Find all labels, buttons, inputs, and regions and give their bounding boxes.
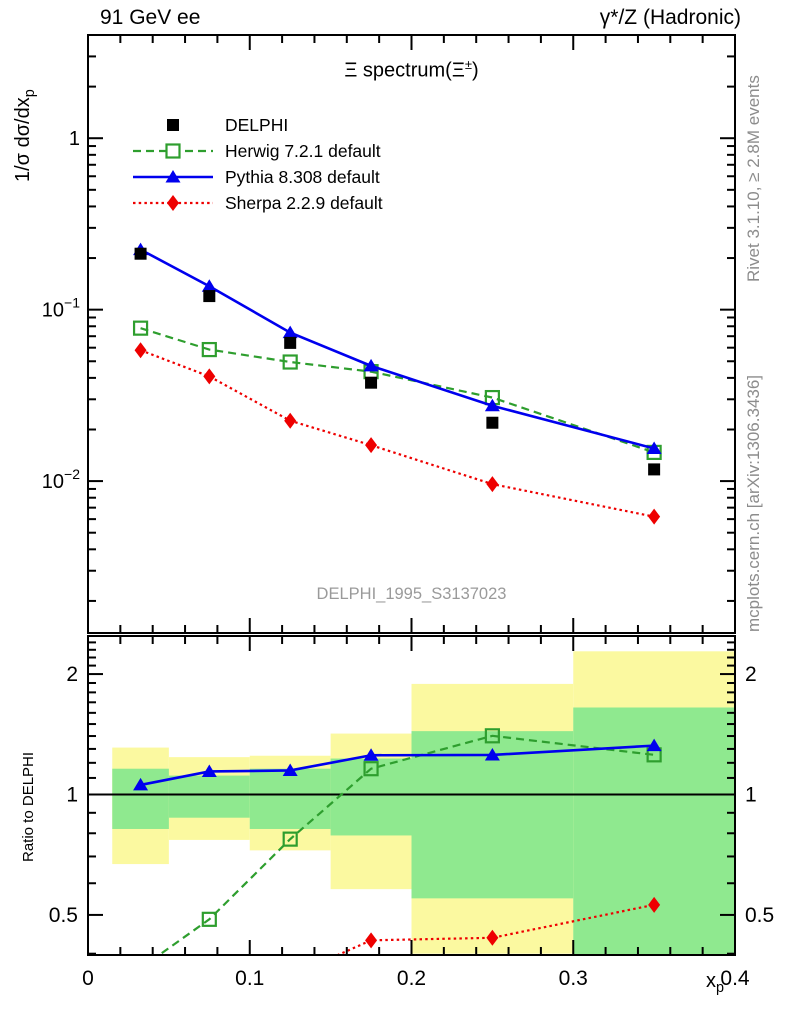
x-axis-label [706, 970, 724, 996]
pythia-main [133, 243, 662, 454]
ratio-tick-label-right: 0.5 [745, 903, 775, 927]
ratio-tick-label-right: 1 [745, 783, 757, 807]
herwig-main-line [141, 328, 655, 452]
legend-label: Sherpa 2.2.9 default [225, 192, 383, 213]
x-tick-label: 0.4 [720, 967, 750, 990]
plot-title [88, 57, 735, 83]
mcplots-attribution-note: mcplots.cern.ch [arXiv:1306.3436] [744, 374, 763, 632]
x-axis-label-text: x [706, 970, 716, 992]
sherpa-marker-icon [131, 194, 215, 212]
analysis-watermark: DELPHI_1995_S3137023 [316, 585, 507, 603]
plot-title-charge-sup: ± [464, 57, 472, 72]
sherpa-main-markers [135, 342, 661, 524]
legend [131, 112, 383, 216]
delphi-main-markers [135, 248, 661, 476]
ratio-uncertainty-bands [112, 651, 735, 955]
ratio-axis-label: Ratio to DELPHI [20, 751, 37, 862]
y-tick-label: 1 [68, 128, 80, 151]
sherpa-main [135, 342, 661, 524]
legend-label: Pythia 8.308 default [225, 166, 380, 187]
y-tick-label: $10^{-1}$ [41, 294, 80, 322]
process-label: γ*/Z (Hadronic) [599, 6, 741, 29]
legend-label: DELPHI [225, 114, 289, 135]
x-tick-label: 0.1 [235, 967, 265, 990]
x-tick-label: 0.2 [396, 967, 427, 990]
herwig-main [134, 322, 661, 459]
main-panel-series [133, 243, 662, 525]
pythia-main-markers [133, 243, 662, 454]
ratio-tick-label-left: 2 [66, 663, 78, 687]
rivet-version-note: Rivet 3.1.10, ≥ 2.8M events [744, 75, 763, 282]
pythia-main-line [141, 250, 655, 449]
band-bin [112, 769, 169, 829]
plot-title-close: ) [471, 59, 479, 82]
beam-energy-label: 91 GeV ee [100, 6, 201, 29]
delphi-main [135, 248, 661, 476]
ratio-tick-label-left: 1 [66, 783, 78, 807]
ratio-tick-label-right: 2 [745, 663, 757, 687]
y-axis-label-text: 1/σ dσ/dx [12, 97, 34, 182]
x-axis-label-sub: p [716, 980, 725, 996]
band-bin [169, 776, 250, 818]
legend-item-herwig [131, 138, 383, 164]
legend-label: Herwig 7.2.1 default [225, 140, 381, 161]
legend-item-pythia [131, 164, 383, 190]
y-axis-label [12, 89, 38, 182]
y-axis-label-sub: p [22, 89, 38, 98]
herwig-main-markers [134, 322, 661, 459]
x-tick-label: 0.3 [558, 967, 588, 990]
x-tick-label: 0 [82, 967, 94, 990]
plot-title-paren: (Ξ [445, 59, 465, 82]
y-tick-label: $10^{-2}$ [41, 466, 80, 494]
delphi-marker-icon [131, 116, 215, 134]
pythia-marker-icon [131, 168, 215, 186]
plot-title-main: Ξ spectrum [344, 59, 446, 82]
herwig-marker-icon [131, 142, 215, 160]
legend-item-sherpa [131, 190, 383, 216]
ratio-tick-label-left: 0.5 [48, 903, 78, 927]
legend-item-delphi [131, 112, 383, 138]
band-bin [250, 769, 331, 829]
